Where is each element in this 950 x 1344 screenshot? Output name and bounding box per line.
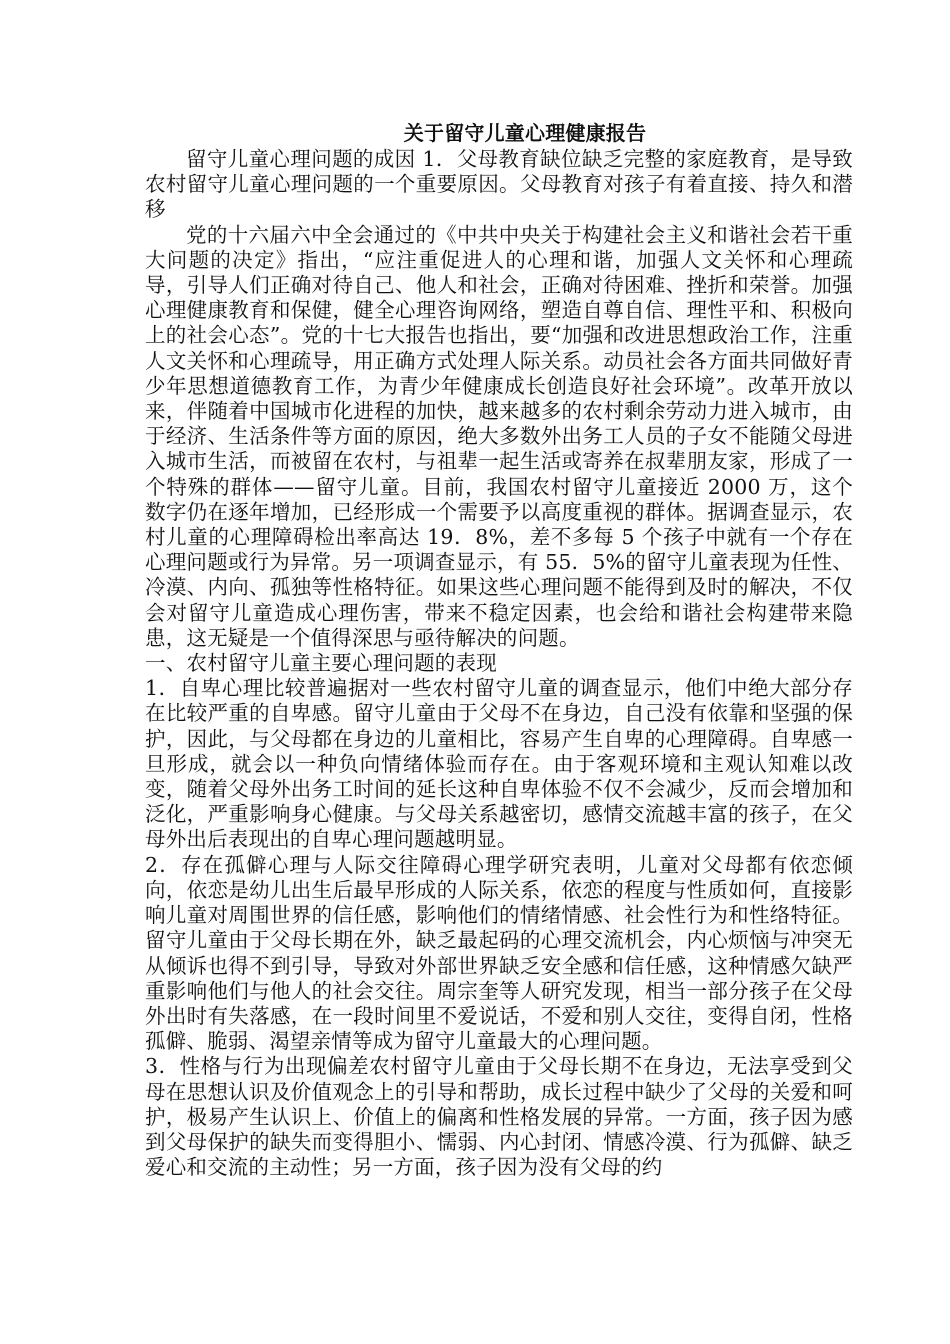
paragraph-background: 党的十六届六中全会通过的《中共中央关于构建社会主义和谐社会若干重大问题的决定》指出，“应注重促进人的心理和谐，加强人文关怀和心理疏导，引导人们正确对待自己、他人和社会，正确对待困难、挫折和荣誉。加强心理健康教育和保健，健全心理咨询网络，塑造自尊自信、理性平和、积极向上的社会心态”。党的十七大报告也指出，要“加强和改进思想政治工作，注重人文关怀和心理疏导，用正确方式处理人际关系。动员社会各方面共同做好青少年思想道德教育工作，为青少年健康成长创造良好社会环境”。改革开放以来，伴随着中国城市化进程的加快，越来越多的农村剩余劳动力进入城市，由于经济、生活条件等方面的原因，绝大多数外出务工人员的子女不能随父母进入城市生活，而被留在农村，与祖辈一起生活或寄养在叔辈朋友家，形成了一个特殊的群体——留守儿童。目前，我国农村留守儿童接近 2000 万，这个数字仍在逐年增加，已经形成一个需要予以高度重视的群体。据调查显示，农村儿童的心理障碍检出率高达 19．8%，差不多每 5 个孩子中就有一个存在心理问题或行为异常。另一项调查显示，有 55．5%的留守儿童表现为任性、冷漠、内向、孤独等性格特征。如果这些心理问题不能得到及时的解决，不仅会对留守儿童造成心理伤害，带来不稳定因素，也会给和谐社会构建带来隐患，这无疑是一个值得深思与亟待解决的问题。 [145, 222, 853, 650]
paragraph-inferiority: 1．自卑心理比较普遍据对一些农村留守儿童的调查显示，他们中绝大部分存在比较严重的自卑感。留守儿童由于父母不在身边，自己没有依靠和坚强的保护，因此，与父母都在身边的儿童相比，容易产生自卑的心理障碍。自卑感一旦形成，就会以一种负向情绪体验而存在。由于客观环境和主观认知难以改变，随着父母外出务工时间的延长这种自卑体验不仅不会减少，反而会增加和泛化，严重影响身心健康。与父母关系越密切，感情交流越丰富的孩子，在父母外出后表现出的自卑心理问题越明显。 [145, 676, 853, 852]
paragraph-causes: 留守儿童心理问题的成因 1．父母教育缺位缺乏完整的家庭教育，是导致农村留守儿童心理问题的一个重要原因。父母教育对孩子有着直接、持久和潜移 [145, 147, 853, 222]
paragraph-behavior: 3．性格与行为出现偏差农村留守儿童由于父母长期不在身边，无法享受到父母在思想认识及价值观念上的引导和帮助，成长过程中缺少了父母的关爱和呵护，极易产生认识上、价值上的偏离和性格发展的异常。一方面，孩子因为感到父母保护的缺失而变得胆小、懦弱、内心封闭、情感冷漠、行为孤僻、缺乏爱心和交流的主动性；另一方面，孩子因为没有父母的约 [145, 1054, 853, 1180]
document-page [145, 119, 853, 1180]
section-heading-manifestations: 一、农村留守儿童主要心理问题的表现 [145, 651, 497, 676]
paragraph-isolation: 2．存在孤僻心理与人际交往障碍心理学研究表明，儿童对父母都有依恋倾向，依恋是幼儿出生后最早形成的人际关系，依恋的程度与性质如何，直接影响儿童对周围世界的信任感，影响他们的情绪情感、社会性行为和性络特征。留守儿童由于父母长期在外，缺乏最起码的心理交流机会，内心烦恼与冲突无从倾诉也得不到引导，导致对外部世界缺乏安全感和信任感，这种情感欠缺严重影响他们与他人的社会交往。周宗奎等人研究发现，相当一部分孩子在父母外出时有失落感，在一段时间里不爱说话，不爱和别人交往，变得自闭，性格孤僻、脆弱、渴望亲情等成为留守儿童最大的心理问题。 [145, 852, 853, 1054]
document-title: 关于留守儿童心理健康报告 [403, 121, 647, 145]
